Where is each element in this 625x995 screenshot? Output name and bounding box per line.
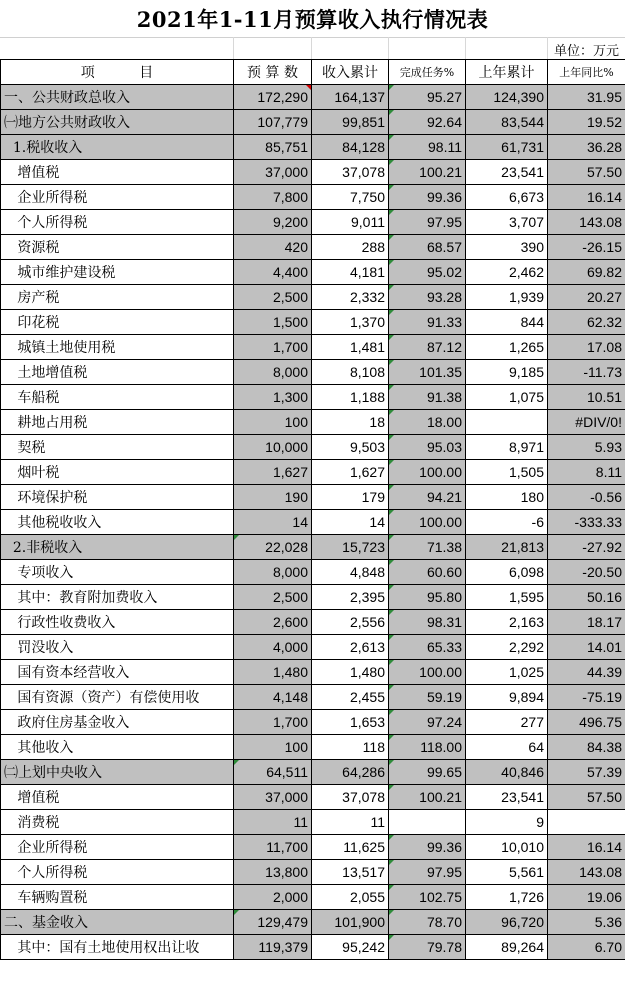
completion-cell[interactable] [389,810,466,835]
yoy-cell[interactable]: -11.73 [548,360,625,385]
last-year-cell[interactable]: 390 [466,235,548,260]
budget-cell[interactable]: 119,379 [234,935,312,960]
item-name-cell[interactable]: 个人所得税 [1,860,234,885]
table-row [1,860,625,885]
table-row [1,435,625,460]
header-completion[interactable]: 完成任务% [389,60,466,85]
item-name-cell[interactable]: 土地增值税 [1,360,234,385]
item-name-cell[interactable]: 车船税 [1,385,234,410]
item-name-cell[interactable]: 二、基金收入 [1,910,234,935]
cumulative-cell[interactable]: 2,613 [312,635,389,660]
completion-cell[interactable]: 60.60 [389,560,466,585]
item-name-cell[interactable]: 增值税 [1,785,234,810]
completion-cell[interactable]: 100.00 [389,460,466,485]
budget-cell[interactable]: 7,800 [234,185,312,210]
cumulative-cell[interactable]: 118 [312,735,389,760]
budget-cell[interactable]: 8,000 [234,360,312,385]
yoy-cell[interactable]: 10.51 [548,385,625,410]
table-row [1,285,625,310]
last-year-cell[interactable]: 1,025 [466,660,548,685]
yoy-cell[interactable]: 36.28 [548,135,625,160]
item-name-cell[interactable]: 2.非税收入 [1,535,234,560]
budget-cell[interactable]: 1,700 [234,710,312,735]
yoy-cell[interactable]: 143.08 [548,210,625,235]
table-row [1,760,625,785]
completion-cell[interactable]: 97.95 [389,860,466,885]
completion-cell[interactable]: 95.80 [389,585,466,610]
last-year-cell[interactable]: 1,939 [466,285,548,310]
budget-cell[interactable]: 8,000 [234,560,312,585]
completion-cell[interactable]: 100.21 [389,160,466,185]
cumulative-cell[interactable]: 64,286 [312,760,389,785]
yoy-cell[interactable]: 5.36 [548,910,625,935]
table-row [1,910,625,935]
cumulative-cell[interactable]: 2,455 [312,685,389,710]
yoy-cell[interactable]: -26.15 [548,235,625,260]
last-year-cell[interactable] [466,410,548,435]
budget-cell[interactable]: 11 [234,810,312,835]
unit-label: 单位：万元 [553,44,619,59]
budget-cell[interactable]: 4,148 [234,685,312,710]
completion-cell[interactable]: 65.33 [389,635,466,660]
item-name-cell[interactable]: 罚没收入 [1,635,234,660]
cumulative-cell[interactable]: 13,517 [312,860,389,885]
last-year-cell[interactable]: 1,595 [466,585,548,610]
yoy-cell[interactable]: -333.33 [548,510,625,535]
table-row [1,335,625,360]
completion-cell[interactable]: 97.24 [389,710,466,735]
yoy-cell[interactable]: #DIV/0! [548,410,625,435]
item-name-cell[interactable]: 车辆购置税 [1,885,234,910]
header-item[interactable]: 项 目 [1,60,234,85]
table-row [1,535,625,560]
yoy-cell[interactable]: 84.38 [548,735,625,760]
item-name-cell[interactable]: 消费税 [1,810,234,835]
completion-cell[interactable]: 92.64 [389,110,466,135]
item-name-cell[interactable]: 企业所得税 [1,185,234,210]
cumulative-cell[interactable]: 288 [312,235,389,260]
yoy-cell[interactable]: 44.39 [548,660,625,685]
cumulative-cell[interactable]: 37,078 [312,785,389,810]
item-name-cell[interactable]: 国有资源（资产）有偿使用收 [1,685,234,710]
last-year-cell[interactable]: 844 [466,310,548,335]
completion-cell[interactable]: 95.27 [389,85,466,110]
completion-cell[interactable]: 68.57 [389,235,466,260]
cumulative-cell[interactable]: 11 [312,810,389,835]
completion-cell[interactable]: 100.21 [389,785,466,810]
cumulative-cell[interactable]: 4,848 [312,560,389,585]
last-year-cell[interactable]: 9,185 [466,360,548,385]
yoy-cell[interactable]: 69.82 [548,260,625,285]
header-row [1,60,625,85]
cumulative-cell[interactable]: 2,055 [312,885,389,910]
table-row [1,785,625,810]
yoy-cell[interactable]: 18.17 [548,610,625,635]
budget-cell[interactable]: 14 [234,510,312,535]
last-year-cell[interactable]: 61,731 [466,135,548,160]
table-row [1,160,625,185]
completion-cell[interactable]: 98.31 [389,610,466,635]
completion-cell[interactable]: 100.00 [389,660,466,685]
item-name-cell[interactable]: 增值税 [1,160,234,185]
cumulative-cell[interactable]: 37,078 [312,160,389,185]
item-name-cell[interactable]: 行政性收费收入 [1,610,234,635]
table-row [1,485,625,510]
completion-cell[interactable]: 98.11 [389,135,466,160]
cumulative-cell[interactable]: 18 [312,410,389,435]
last-year-cell[interactable]: 64 [466,735,548,760]
cumulative-cell[interactable]: 8,108 [312,360,389,385]
table-row [1,235,625,260]
item-name-cell[interactable]: 个人所得税 [1,210,234,235]
budget-cell[interactable]: 1,500 [234,310,312,335]
completion-cell[interactable]: 101.35 [389,360,466,385]
cumulative-cell[interactable]: 9,011 [312,210,389,235]
last-year-cell[interactable]: 83,544 [466,110,548,135]
cumulative-cell[interactable]: 7,750 [312,185,389,210]
yoy-cell[interactable]: 16.14 [548,185,625,210]
last-year-cell[interactable]: -6 [466,510,548,535]
yoy-cell[interactable]: 57.50 [548,785,625,810]
yoy-cell[interactable]: 19.06 [548,885,625,910]
budget-cell[interactable]: 9,200 [234,210,312,235]
table-row [1,260,625,285]
budget-cell[interactable]: 4,400 [234,260,312,285]
completion-cell[interactable]: 87.12 [389,335,466,360]
budget-cell[interactable]: 4,000 [234,635,312,660]
last-year-cell[interactable]: 1,505 [466,460,548,485]
yoy-cell[interactable]: 143.08 [548,860,625,885]
yoy-cell[interactable]: 496.75 [548,710,625,735]
cumulative-cell[interactable]: 14 [312,510,389,535]
last-year-cell[interactable]: 96,720 [466,910,548,935]
last-year-cell[interactable]: 89,264 [466,935,548,960]
item-name-cell[interactable]: 其他税收收入 [1,510,234,535]
last-year-cell[interactable]: 8,971 [466,435,548,460]
last-year-cell[interactable]: 1,075 [466,385,548,410]
yoy-cell[interactable]: -75.19 [548,685,625,710]
header-last-year[interactable]: 上年累计 [466,60,548,85]
table-row [1,135,625,160]
table-row [1,410,625,435]
item-name-cell[interactable]: 房产税 [1,285,234,310]
item-name-cell[interactable]: 政府住房基金收入 [1,710,234,735]
yoy-cell[interactable]: 50.16 [548,585,625,610]
table-row [1,110,625,135]
budget-cell[interactable]: 1,627 [234,460,312,485]
yoy-cell[interactable]: 57.50 [548,160,625,185]
budget-cell[interactable]: 129,479 [234,910,312,935]
table-row [1,460,625,485]
table-row [1,935,625,960]
yoy-cell[interactable]: 57.39 [548,760,625,785]
item-name-cell[interactable]: 其他收入 [1,735,234,760]
last-year-cell[interactable]: 5,561 [466,860,548,885]
cumulative-cell[interactable]: 1,627 [312,460,389,485]
cumulative-cell[interactable]: 95,242 [312,935,389,960]
table-row [1,510,625,535]
budget-cell[interactable]: 107,779 [234,110,312,135]
last-year-cell[interactable]: 2,163 [466,610,548,635]
last-year-cell[interactable]: 6,098 [466,560,548,585]
completion-cell[interactable]: 99.65 [389,760,466,785]
yoy-cell[interactable]: -20.50 [548,560,625,585]
cumulative-cell[interactable]: 99,851 [312,110,389,135]
completion-cell[interactable]: 95.03 [389,435,466,460]
cumulative-cell[interactable]: 9,503 [312,435,389,460]
cumulative-cell[interactable]: 15,723 [312,535,389,560]
table-row [1,635,625,660]
cumulative-cell[interactable]: 11,625 [312,835,389,860]
cumulative-cell[interactable]: 101,900 [312,910,389,935]
completion-cell[interactable]: 99.36 [389,835,466,860]
completion-cell[interactable]: 97.95 [389,210,466,235]
item-name-cell[interactable]: 城镇土地使用税 [1,335,234,360]
budget-cell[interactable]: 2,500 [234,585,312,610]
item-name-cell[interactable]: 印花税 [1,310,234,335]
item-name-cell[interactable]: 专项收入 [1,560,234,585]
header-budget[interactable]: 预 算 数 [234,60,312,85]
last-year-cell[interactable]: 10,010 [466,835,548,860]
yoy-cell[interactable]: 8.11 [548,460,625,485]
last-year-cell[interactable]: 21,813 [466,535,548,560]
last-year-cell[interactable]: 277 [466,710,548,735]
budget-cell[interactable]: 1,700 [234,335,312,360]
budget-cell[interactable]: 2,000 [234,885,312,910]
last-year-cell[interactable]: 6,673 [466,185,548,210]
table-row [1,610,625,635]
last-year-cell[interactable]: 2,462 [466,260,548,285]
cumulative-cell[interactable]: 1,370 [312,310,389,335]
table-row [1,385,625,410]
budget-cell[interactable]: 13,800 [234,860,312,885]
budget-cell[interactable]: 190 [234,485,312,510]
budget-table [0,59,625,960]
table-row [1,210,625,235]
item-name-cell[interactable]: 企业所得税 [1,835,234,860]
last-year-cell[interactable]: 1,265 [466,335,548,360]
item-name-cell[interactable]: 契税 [1,435,234,460]
completion-cell[interactable]: 94.21 [389,485,466,510]
completion-cell[interactable]: 91.38 [389,385,466,410]
budget-cell[interactable]: 37,000 [234,785,312,810]
last-year-cell[interactable]: 23,541 [466,160,548,185]
completion-cell[interactable]: 118.00 [389,735,466,760]
completion-cell[interactable]: 100.00 [389,510,466,535]
completion-cell[interactable]: 91.33 [389,310,466,335]
completion-cell[interactable]: 59.19 [389,685,466,710]
budget-cell[interactable]: 37,000 [234,160,312,185]
item-name-cell[interactable]: ㈠地方公共财政收入 [1,110,234,135]
cumulative-cell[interactable]: 2,556 [312,610,389,635]
yoy-cell[interactable]: 17.08 [548,335,625,360]
item-name-cell[interactable]: 资源税 [1,235,234,260]
budget-cell[interactable]: 2,600 [234,610,312,635]
yoy-cell[interactable]: -0.56 [548,485,625,510]
item-name-cell[interactable]: 其中：国有土地使用权出让收 [1,935,234,960]
item-name-cell[interactable]: 1.税收收入 [1,135,234,160]
yoy-cell[interactable] [548,810,625,835]
yoy-cell[interactable]: 16.14 [548,835,625,860]
item-name-cell[interactable]: 耕地占用税 [1,410,234,435]
budget-cell[interactable]: 100 [234,410,312,435]
completion-cell[interactable]: 93.28 [389,285,466,310]
budget-cell[interactable]: 420 [234,235,312,260]
yoy-cell[interactable]: 19.52 [548,110,625,135]
completion-cell[interactable]: 102.75 [389,885,466,910]
yoy-cell[interactable]: 5.93 [548,435,625,460]
budget-cell[interactable]: 1,480 [234,660,312,685]
cumulative-cell[interactable]: 1,653 [312,710,389,735]
cumulative-cell[interactable]: 2,332 [312,285,389,310]
budget-cell[interactable]: 1,300 [234,385,312,410]
table-title: 2021年1-11月预算收入执行情况表 [0,0,625,38]
cumulative-cell[interactable]: 2,395 [312,585,389,610]
budget-cell[interactable]: 22,028 [234,535,312,560]
table-row [1,810,625,835]
item-name-cell[interactable]: 一、公共财政总收入 [1,85,234,110]
last-year-cell[interactable]: 1,726 [466,885,548,910]
table-row [1,835,625,860]
yoy-cell[interactable]: 20.27 [548,285,625,310]
table-row [1,585,625,610]
last-year-cell[interactable]: 9 [466,810,548,835]
table-row [1,735,625,760]
table-row [1,85,625,110]
last-year-cell[interactable]: 2,292 [466,635,548,660]
yoy-cell[interactable]: 6.70 [548,935,625,960]
last-year-cell[interactable]: 180 [466,485,548,510]
completion-cell[interactable]: 79.78 [389,935,466,960]
cumulative-cell[interactable]: 84,128 [312,135,389,160]
cumulative-cell[interactable]: 164,137 [312,85,389,110]
yoy-cell[interactable]: -27.92 [548,535,625,560]
completion-cell[interactable]: 95.02 [389,260,466,285]
cumulative-cell[interactable]: 1,188 [312,385,389,410]
budget-cell[interactable]: 100 [234,735,312,760]
yoy-cell[interactable]: 31.95 [548,85,625,110]
header-cumulative[interactable]: 收入累计 [312,60,389,85]
completion-cell[interactable]: 71.38 [389,535,466,560]
budget-cell[interactable]: 85,751 [234,135,312,160]
last-year-cell[interactable]: 40,846 [466,760,548,785]
table-row [1,185,625,210]
budget-cell[interactable]: 64,511 [234,760,312,785]
item-name-cell[interactable]: 国有资本经营收入 [1,660,234,685]
item-name-cell[interactable]: 烟叶税 [1,460,234,485]
budget-cell[interactable]: 10,000 [234,435,312,460]
cumulative-cell[interactable]: 1,481 [312,335,389,360]
budget-cell[interactable]: 2,500 [234,285,312,310]
yoy-cell[interactable]: 14.01 [548,635,625,660]
last-year-cell[interactable]: 23,541 [466,785,548,810]
item-name-cell[interactable]: 环境保护税 [1,485,234,510]
completion-cell[interactable]: 99.36 [389,185,466,210]
cumulative-cell[interactable]: 179 [312,485,389,510]
table-row [1,710,625,735]
completion-cell[interactable]: 18.00 [389,410,466,435]
table-row [1,310,625,335]
last-year-cell[interactable]: 124,390 [466,85,548,110]
budget-cell[interactable]: 172,290 [234,85,312,110]
header-yoy[interactable]: 上年同比% [548,60,625,85]
yoy-cell[interactable]: 62.32 [548,310,625,335]
last-year-cell[interactable]: 9,894 [466,685,548,710]
table-row [1,360,625,385]
last-year-cell[interactable]: 3,707 [466,210,548,235]
cumulative-cell[interactable]: 4,181 [312,260,389,285]
completion-cell[interactable]: 78.70 [389,910,466,935]
table-row [1,660,625,685]
item-name-cell[interactable]: 其中：教育附加费收入 [1,585,234,610]
table-row [1,885,625,910]
item-name-cell[interactable]: 城市维护建设税 [1,260,234,285]
table-row [1,560,625,585]
table-row [1,685,625,710]
unit-row [0,37,625,59]
cumulative-cell[interactable]: 1,480 [312,660,389,685]
item-name-cell[interactable]: ㈡上划中央收入 [1,760,234,785]
budget-cell[interactable]: 11,700 [234,835,312,860]
